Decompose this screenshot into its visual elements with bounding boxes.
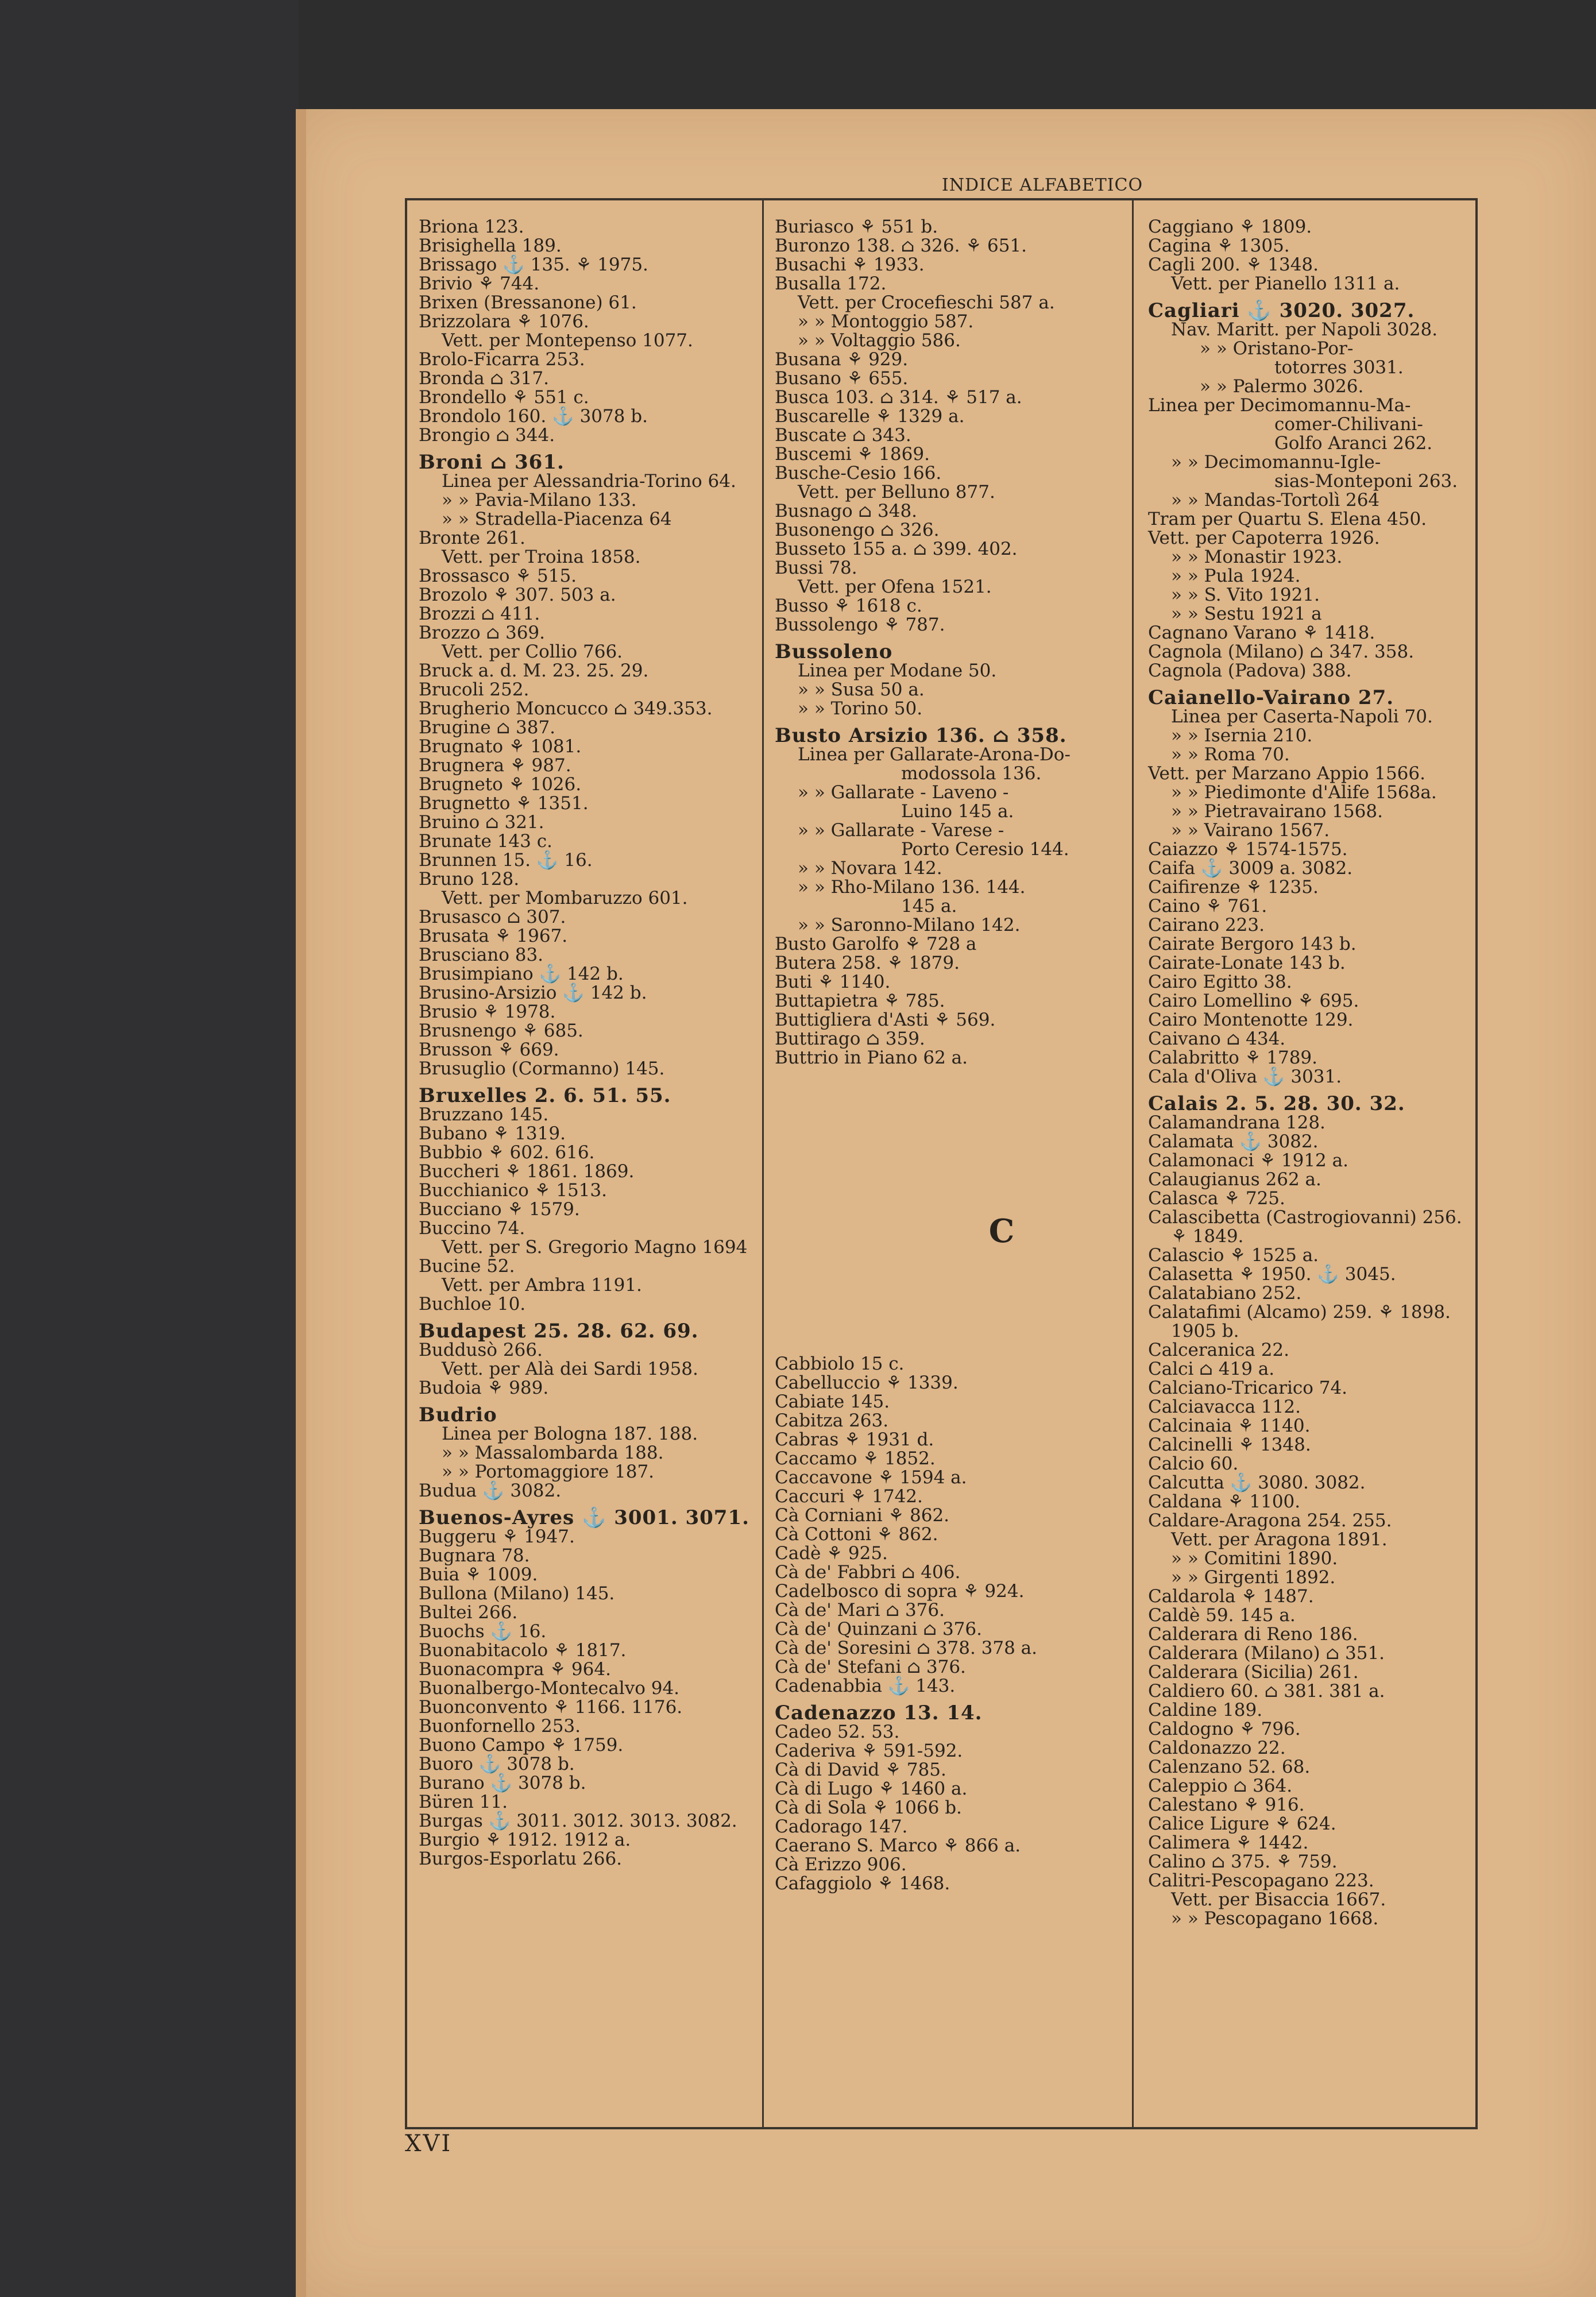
index-entry: Brugherio Moncucco ⌂ 349.353. xyxy=(419,698,713,719)
index-entry: » » Novara 142. xyxy=(798,858,942,879)
index-entry: Bucciano ⚘ 1579. xyxy=(419,1199,580,1220)
index-entry: Caggiano ⚘ 1809. xyxy=(1148,216,1312,237)
index-entry: Cà de' Stefani ⌂ 376. xyxy=(775,1657,966,1677)
index-entry: » » Isernia 210. xyxy=(1171,725,1313,746)
section-letter: C xyxy=(988,1212,1015,1250)
index-column-1 xyxy=(419,218,758,1869)
index-entry: totorres 3031. xyxy=(1274,357,1404,378)
index-entry: Cabbiolo 15 c. xyxy=(775,1354,905,1374)
index-entry: » » Montoggio 587. xyxy=(798,311,974,332)
index-entry: Calice Ligure ⚘ 624. xyxy=(1148,1813,1336,1834)
index-entry: Cà de' Mari ⌂ 376. xyxy=(775,1600,945,1621)
index-entry: Busseto 155 a. ⌂ 399. 402. xyxy=(775,539,1018,559)
index-entry: Cà Erizzo 906. xyxy=(775,1854,907,1875)
index-entry: Cà de' Soresini ⌂ 378. 378 a. xyxy=(775,1638,1038,1658)
index-entry: Brusimpiano ⚓ 142 b. xyxy=(419,964,624,984)
index-entry: Brucoli 252. xyxy=(419,679,530,700)
index-entry: » » Vairano 1567. xyxy=(1171,820,1330,841)
index-entry: Calatafimi (Alcamo) 259. ⚘ 1898. xyxy=(1148,1302,1451,1322)
index-entry: Calenzano 52. 68. xyxy=(1148,1757,1311,1777)
page-header: INDICE ALFABETICO xyxy=(941,175,1143,195)
index-entry: Brusino-Arsizio ⚓ 142 b. xyxy=(419,983,647,1003)
index-entry: » » Piedimonte d'Alife 1568a. xyxy=(1171,782,1437,803)
index-entry: Buonalbergo-Montecalvo 94. xyxy=(419,1678,680,1699)
index-entry: Buccino 74. xyxy=(419,1218,525,1239)
index-entry: » » Sestu 1921 a xyxy=(1171,604,1322,624)
index-entry: Cadenabbia ⚓ 143. xyxy=(775,1676,956,1696)
index-entry: Cabitza 263. xyxy=(775,1410,889,1431)
index-entry: Bruck a. d. M. 23. 25. 29. xyxy=(419,660,649,681)
index-entry: Vett. per Marzano Appio 1566. xyxy=(1148,763,1425,784)
index-entry: Caldogno ⚘ 796. xyxy=(1148,1719,1301,1739)
index-entry: Brusciano 83. xyxy=(419,945,544,965)
index-entry: Busachi ⚘ 1933. xyxy=(775,254,925,275)
index-entry: Linea per Alessandria-Torino 64. xyxy=(442,471,736,492)
index-entry: Burgio ⚘ 1912. 1912 a. xyxy=(419,1830,631,1850)
index-entry: Cairo Lomellino ⚘ 695. xyxy=(1148,991,1359,1011)
index-entry: Buia ⚘ 1009. xyxy=(419,1564,538,1585)
index-entry: Caccuri ⚘ 1742. xyxy=(775,1486,923,1507)
index-entry: Calascio ⚘ 1525 a. xyxy=(1148,1245,1319,1266)
index-entry: Buono Campo ⚘ 1759. xyxy=(419,1735,624,1755)
index-entry: 145 a. xyxy=(901,896,957,917)
index-entry: Caldonazzo 22. xyxy=(1148,1738,1286,1758)
index-entry: Bronte 261. xyxy=(419,528,525,548)
index-entry: Busca 103. ⌂ 314. ⚘ 517 a. xyxy=(775,387,1022,408)
index-heading: Busto Arsizio 136. ⌂ 358. xyxy=(775,724,1067,747)
index-entry: Vett. per Collio 766. xyxy=(442,641,623,662)
index-entry: Linea per Decimomannu-Ma- xyxy=(1148,395,1411,416)
index-entry: » » Pula 1924. xyxy=(1171,566,1301,586)
index-entry: Budoia ⚘ 989. xyxy=(419,1378,549,1398)
index-entry: Porto Ceresio 144. xyxy=(901,839,1069,860)
index-entry: Vett. per Alà dei Sardi 1958. xyxy=(442,1359,698,1379)
index-entry: Calamata ⚓ 3082. xyxy=(1148,1131,1319,1152)
index-entry: Calcutta ⚓ 3080. 3082. xyxy=(1148,1472,1366,1493)
index-entry: Vett. per Montepenso 1077. xyxy=(442,330,693,351)
index-entry: Brisighella 189. xyxy=(419,235,562,256)
index-entry: Busso ⚘ 1618 c. xyxy=(775,595,922,616)
index-entry: Calestano ⚘ 916. xyxy=(1148,1795,1305,1815)
index-entry: Cadorago 147. xyxy=(775,1816,908,1837)
index-entry: Cairo Montenotte 129. xyxy=(1148,1010,1354,1030)
index-entry: Cabelluccio ⚘ 1339. xyxy=(775,1372,959,1393)
index-entry: Cagnano Varano ⚘ 1418. xyxy=(1148,622,1375,643)
index-entry: Caifa ⚓ 3009 a. 3082. xyxy=(1148,858,1353,879)
index-entry: Bultei 266. xyxy=(419,1602,518,1623)
index-entry: Brixen (Bressanone) 61. xyxy=(419,292,637,313)
index-entry: Calderara (Sicilia) 261. xyxy=(1148,1662,1359,1683)
index-entry: » » Susa 50 a. xyxy=(798,679,925,700)
index-entry: » » Roma 70. xyxy=(1171,744,1290,765)
index-entry: Calabritto ⚘ 1789. xyxy=(1148,1047,1317,1068)
page-number: XVI xyxy=(405,2130,453,2157)
index-entry: Calatabiano 252. xyxy=(1148,1283,1302,1304)
index-entry: Busche-Cesio 166. xyxy=(775,463,942,484)
index-entry: Brugine ⌂ 387. xyxy=(419,717,556,738)
index-entry: » » Palermo 3026. xyxy=(1200,376,1364,397)
index-entry: Linea per Gallarate-Arona-Do- xyxy=(798,744,1071,765)
index-entry: Vett. per Aragona 1891. xyxy=(1171,1529,1388,1550)
index-entry: Bruino ⌂ 321. xyxy=(419,812,544,833)
index-entry: Buti ⚘ 1140. xyxy=(775,972,891,992)
index-column-3 xyxy=(1148,218,1470,1928)
index-entry: Brozzo ⌂ 369. xyxy=(419,622,545,643)
index-entry: Bussolengo ⚘ 787. xyxy=(775,614,945,635)
index-entry: Vett. per Capoterra 1926. xyxy=(1148,528,1380,548)
index-entry: Cadeo 52. 53. xyxy=(775,1722,900,1742)
index-heading: Budapest 25. 28. 62. 69. xyxy=(419,1320,699,1343)
index-entry: Caerano S. Marco ⚘ 866 a. xyxy=(775,1835,1021,1856)
index-column-2 xyxy=(775,218,1114,1893)
index-entry: Calino ⌂ 375. ⚘ 759. xyxy=(1148,1851,1338,1872)
index-entry: Calamonaci ⚘ 1912 a. xyxy=(1148,1150,1348,1171)
index-entry: » » Massalombarda 188. xyxy=(442,1443,664,1463)
index-entry: Caleppio ⌂ 364. xyxy=(1148,1776,1293,1796)
index-entry: Brugneto ⚘ 1026. xyxy=(419,774,582,795)
index-entry: » » Gallarate - Varese - xyxy=(798,820,1004,841)
index-entry: Brondello ⚘ 551 c. xyxy=(419,387,589,408)
index-entry: Caldare-Aragona 254. 255. xyxy=(1148,1510,1392,1531)
index-entry: Cairano 223. xyxy=(1148,915,1265,935)
index-entry: Buggeru ⚘ 1947. xyxy=(419,1526,575,1547)
index-entry: Calcinaia ⚘ 1140. xyxy=(1148,1416,1311,1436)
index-heading: Cadenazzo 13. 14. xyxy=(775,1702,983,1724)
index-entry: Buonfornello 253. xyxy=(419,1716,581,1737)
index-entry: modossola 136. xyxy=(901,763,1042,784)
index-heading: Bruxelles 2. 6. 51. 55. xyxy=(419,1084,671,1107)
index-entry: Cà de' Quinzani ⌂ 376. xyxy=(775,1619,982,1639)
index-entry: Caiazzo ⚘ 1574-1575. xyxy=(1148,839,1348,860)
index-entry: Brusata ⚘ 1967. xyxy=(419,926,568,946)
index-entry: Calderara di Reno 186. xyxy=(1148,1624,1358,1645)
index-entry: Buttigliera d'Asti ⚘ 569. xyxy=(775,1010,996,1030)
index-entry: Nav. Maritt. per Napoli 3028. xyxy=(1171,319,1438,340)
index-entry: Bronda ⌂ 317. xyxy=(419,368,549,389)
index-entry: » » Pavia-Milano 133. xyxy=(442,490,637,511)
index-entry: Burano ⚓ 3078 b. xyxy=(419,1773,586,1793)
index-entry: Vett. per S. Gregorio Magno 1694 xyxy=(442,1237,748,1258)
index-entry: Busnago ⌂ 348. xyxy=(775,501,918,521)
index-entry: Brusuglio (Cormanno) 145. xyxy=(419,1058,665,1079)
index-entry: ⚘ 1849. xyxy=(1171,1226,1244,1247)
index-entry: Vett. per Ambra 1191. xyxy=(442,1275,642,1296)
index-entry: Cairo Egitto 38. xyxy=(1148,972,1292,992)
index-entry: Busonengo ⌂ 326. xyxy=(775,520,940,540)
index-entry: Calciavacca 112. xyxy=(1148,1397,1301,1417)
index-entry: Budua ⚓ 3082. xyxy=(419,1480,562,1501)
index-entry: Buochs ⚓ 16. xyxy=(419,1621,547,1642)
index-entry: Bucine 52. xyxy=(419,1256,515,1277)
index-heading: Bussoleno xyxy=(775,640,893,663)
index-entry: Cà di David ⚘ 785. xyxy=(775,1760,946,1780)
index-entry: » » Rho-Milano 136. 144. xyxy=(798,877,1026,898)
index-entry: Buriasco ⚘ 551 b. xyxy=(775,216,938,237)
index-entry: Bullona (Milano) 145. xyxy=(419,1583,615,1604)
index-entry: Bruzzano 145. xyxy=(419,1104,549,1125)
index-heading: Buenos-Ayres ⚓ 3001. 3071. xyxy=(419,1506,749,1529)
index-entry: Caccamo ⚘ 1852. xyxy=(775,1448,936,1469)
index-entry: Cà de' Fabbri ⌂ 406. xyxy=(775,1562,961,1583)
index-entry: » » Pietravairano 1568. xyxy=(1171,801,1383,822)
index-entry: » » Gallarate - Laveno - xyxy=(798,782,1009,803)
index-entry: Vett. per Pianello 1311 a. xyxy=(1171,273,1400,294)
index-entry: Brusson ⚘ 669. xyxy=(419,1039,559,1060)
index-entry: » » Portomaggiore 187. xyxy=(442,1461,655,1482)
index-entry: Briona 123. xyxy=(419,216,524,237)
index-entry: Calitri-Pescopagano 223. xyxy=(1148,1870,1374,1891)
index-entry: » » Torino 50. xyxy=(798,698,923,719)
index-entry: Brizzolara ⚘ 1076. xyxy=(419,311,589,332)
index-entry: Cafaggiolo ⚘ 1468. xyxy=(775,1873,950,1894)
index-entry: Cagina ⚘ 1305. xyxy=(1148,235,1290,256)
index-entry: 1905 b. xyxy=(1171,1321,1239,1341)
index-entry: Brissago ⚓ 135. ⚘ 1975. xyxy=(419,254,648,275)
index-entry: Cà Corniani ⚘ 862. xyxy=(775,1505,950,1526)
index-entry: sias-Monteponi 263. xyxy=(1274,471,1458,492)
column-divider xyxy=(762,200,764,2127)
index-heading: Broni ⌂ 361. xyxy=(419,451,565,474)
index-entry: Brolo-Ficarra 253. xyxy=(419,349,585,370)
index-entry: Buscarelle ⚘ 1329 a. xyxy=(775,406,965,427)
index-entry: Caldarola ⚘ 1487. xyxy=(1148,1586,1314,1607)
index-entry: Brondolo 160. ⚓ 3078 b. xyxy=(419,406,648,427)
index-entry: Caderiva ⚘ 591-592. xyxy=(775,1741,963,1761)
background-left xyxy=(0,0,299,2297)
index-entry: » » Pescopagano 1668. xyxy=(1171,1908,1379,1929)
index-entry: Cairate Bergoro 143 b. xyxy=(1148,934,1357,954)
index-entry: Calasetta ⚘ 1950. ⚓ 3045. xyxy=(1148,1264,1396,1285)
index-entry: Buonabitacolo ⚘ 1817. xyxy=(419,1640,627,1661)
index-entry: Brusasco ⌂ 307. xyxy=(419,907,566,927)
index-entry: Buscate ⌂ 343. xyxy=(775,425,911,446)
index-entry: Tram per Quartu S. Elena 450. xyxy=(1148,509,1427,529)
index-entry: Buccheri ⚘ 1861. 1869. xyxy=(419,1161,635,1182)
index-entry: Brugnetto ⚘ 1351. xyxy=(419,793,589,814)
index-entry: Caifirenze ⚘ 1235. xyxy=(1148,877,1319,898)
page-edge xyxy=(296,109,306,2297)
index-entry: Burgos-Esporlatu 266. xyxy=(419,1849,623,1869)
index-entry: Calceranica 22. xyxy=(1148,1340,1290,1360)
index-entry: Calcio 60. xyxy=(1148,1453,1239,1474)
index-entry: Buonconvento ⚘ 1166. 1176. xyxy=(419,1697,683,1718)
index-entry: Brunnen 15. ⚓ 16. xyxy=(419,850,593,871)
index-entry: Calci ⌂ 419 a. xyxy=(1148,1359,1275,1379)
index-entry: Calasca ⚘ 725. xyxy=(1148,1188,1285,1209)
index-heading: Budrio xyxy=(419,1403,497,1426)
index-entry: Vett. per Troina 1858. xyxy=(442,547,641,567)
index-entry: Calascibetta (Castrogiovanni) 256. xyxy=(1148,1207,1462,1228)
index-entry: » » Voltaggio 586. xyxy=(798,330,961,351)
index-entry: comer-Chilivani- xyxy=(1274,414,1423,435)
index-entry: Burgas ⚓ 3011. 3012. 3013. 3082. xyxy=(419,1811,737,1831)
index-heading: Cagliari ⚓ 3020. 3027. xyxy=(1148,299,1415,322)
index-entry: Vett. per Belluno 877. xyxy=(798,482,995,502)
index-entry: Bruno 128. xyxy=(419,869,520,890)
index-entry: Linea per Caserta-Napoli 70. xyxy=(1171,706,1433,727)
index-entry: Vett. per Crocefieschi 587 a. xyxy=(798,292,1055,313)
index-entry: » » Stradella-Piacenza 64 xyxy=(442,509,672,529)
index-entry: Luino 145 a. xyxy=(901,801,1014,822)
index-entry: Calcinelli ⚘ 1348. xyxy=(1148,1434,1311,1455)
index-entry: Bubano ⚘ 1319. xyxy=(419,1123,566,1144)
index-entry: » » Comitini 1890. xyxy=(1171,1548,1338,1569)
index-entry: Linea per Modane 50. xyxy=(798,660,997,681)
index-heading: Caianello-Vairano 27. xyxy=(1148,686,1394,709)
index-entry: Buddusò 266. xyxy=(419,1340,543,1360)
index-entry: Cagnola (Milano) ⌂ 347. 358. xyxy=(1148,641,1415,662)
index-entry: Caldiero 60. ⌂ 381. 381 a. xyxy=(1148,1681,1385,1702)
index-entry: Cabras ⚘ 1931 d. xyxy=(775,1429,934,1450)
index-entry: Calderara (Milano) ⌂ 351. xyxy=(1148,1643,1385,1664)
index-entry: Linea per Bologna 187. 188. xyxy=(442,1424,698,1444)
index-entry: Cà Cottoni ⚘ 862. xyxy=(775,1524,938,1545)
index-entry: Cala d'Oliva ⚓ 3031. xyxy=(1148,1066,1342,1087)
index-entry: » » Decimomannu-Igle- xyxy=(1171,452,1381,473)
index-heading: Calais 2. 5. 28. 30. 32. xyxy=(1148,1092,1405,1115)
index-entry: Cà di Lugo ⚘ 1460 a. xyxy=(775,1778,968,1799)
index-entry: Buronzo 138. ⌂ 326. ⚘ 651. xyxy=(775,235,1027,256)
index-entry: Calimera ⚘ 1442. xyxy=(1148,1832,1309,1853)
index-frame xyxy=(405,198,1478,2129)
index-entry: Calamandrana 128. xyxy=(1148,1112,1326,1133)
index-entry: Butera 258. ⚘ 1879. xyxy=(775,953,960,973)
index-entry: Buoro ⚓ 3078 b. xyxy=(419,1754,575,1774)
index-entry: Caldè 59. 145 a. xyxy=(1148,1605,1296,1626)
index-entry: Cadè ⚘ 925. xyxy=(775,1543,888,1564)
index-entry: Caldine 189. xyxy=(1148,1700,1263,1720)
index-entry: Cabiate 145. xyxy=(775,1391,890,1412)
index-entry: Caldana ⚘ 1100. xyxy=(1148,1491,1301,1512)
index-entry: Bussi 78. xyxy=(775,558,857,578)
index-entry: » » Oristano-Por- xyxy=(1200,338,1354,359)
index-entry: Busano ⚘ 655. xyxy=(775,368,909,389)
index-entry: Calaugianus 262 a. xyxy=(1148,1169,1321,1190)
index-entry: Brivio ⚘ 744. xyxy=(419,273,540,294)
column-divider xyxy=(1132,200,1134,2127)
index-entry: » » Girgenti 1892. xyxy=(1171,1567,1336,1588)
index-entry: Caino ⚘ 761. xyxy=(1148,896,1267,917)
index-entry: Brugnato ⚘ 1081. xyxy=(419,736,582,757)
index-entry: Calciano-Tricarico 74. xyxy=(1148,1378,1348,1398)
index-entry: Cà di Sola ⚘ 1066 b. xyxy=(775,1797,962,1818)
index-entry: Brunate 143 c. xyxy=(419,831,552,852)
index-entry: Bubbio ⚘ 602. 616. xyxy=(419,1142,595,1163)
index-entry: Brusnengo ⚘ 685. xyxy=(419,1020,583,1041)
index-entry: » » Monastir 1923. xyxy=(1171,547,1343,567)
index-entry: Brongio ⌂ 344. xyxy=(419,425,555,446)
index-entry: Busalla 172. xyxy=(775,273,887,294)
index-entry: Golfo Aranci 262. xyxy=(1274,433,1433,454)
index-entry: Brusio ⚘ 1978. xyxy=(419,1001,556,1022)
index-entry: Buscemi ⚘ 1869. xyxy=(775,444,930,465)
index-entry: Buonacompra ⚘ 964. xyxy=(419,1659,611,1680)
index-entry: Brozzi ⌂ 411. xyxy=(419,604,540,624)
index-entry: » » S. Vito 1921. xyxy=(1171,585,1320,605)
index-entry: » » Mandas-Tortolì 264 xyxy=(1171,490,1380,511)
book-page xyxy=(296,109,1596,2297)
index-entry: Cagnola (Padova) 388. xyxy=(1148,660,1352,681)
index-entry: Bugnara 78. xyxy=(419,1545,530,1566)
index-entry: Vett. per Ofena 1521. xyxy=(798,577,992,597)
index-entry: Cairate-Lonate 143 b. xyxy=(1148,953,1346,973)
index-entry: Büren 11. xyxy=(419,1792,508,1812)
index-entry: Caccavone ⚘ 1594 a. xyxy=(775,1467,967,1488)
index-entry: Caivano ⌂ 434. xyxy=(1148,1028,1286,1049)
index-entry: Vett. per Mombaruzzo 601. xyxy=(442,888,688,908)
index-entry: Vett. per Bisaccia 1667. xyxy=(1171,1889,1386,1910)
index-entry: Cadelbosco di sopra ⚘ 924. xyxy=(775,1581,1025,1602)
index-entry: Brugnera ⚘ 987. xyxy=(419,755,571,776)
index-entry: Brozolo ⚘ 307. 503 a. xyxy=(419,585,616,605)
index-entry: Brossasco ⚘ 515. xyxy=(419,566,577,586)
index-entry: Buttirago ⌂ 359. xyxy=(775,1028,925,1049)
index-entry: Cagli 200. ⚘ 1348. xyxy=(1148,254,1319,275)
index-entry: Buchloe 10. xyxy=(419,1294,526,1314)
index-entry: Bucchianico ⚘ 1513. xyxy=(419,1180,607,1201)
index-entry: » » Saronno-Milano 142. xyxy=(798,915,1021,935)
index-entry: Busana ⚘ 929. xyxy=(775,349,909,370)
index-entry: Buttapietra ⚘ 785. xyxy=(775,991,945,1011)
index-entry: Buttrio in Piano 62 a. xyxy=(775,1047,968,1068)
index-entry: Busto Garolfo ⚘ 728 a xyxy=(775,934,977,954)
